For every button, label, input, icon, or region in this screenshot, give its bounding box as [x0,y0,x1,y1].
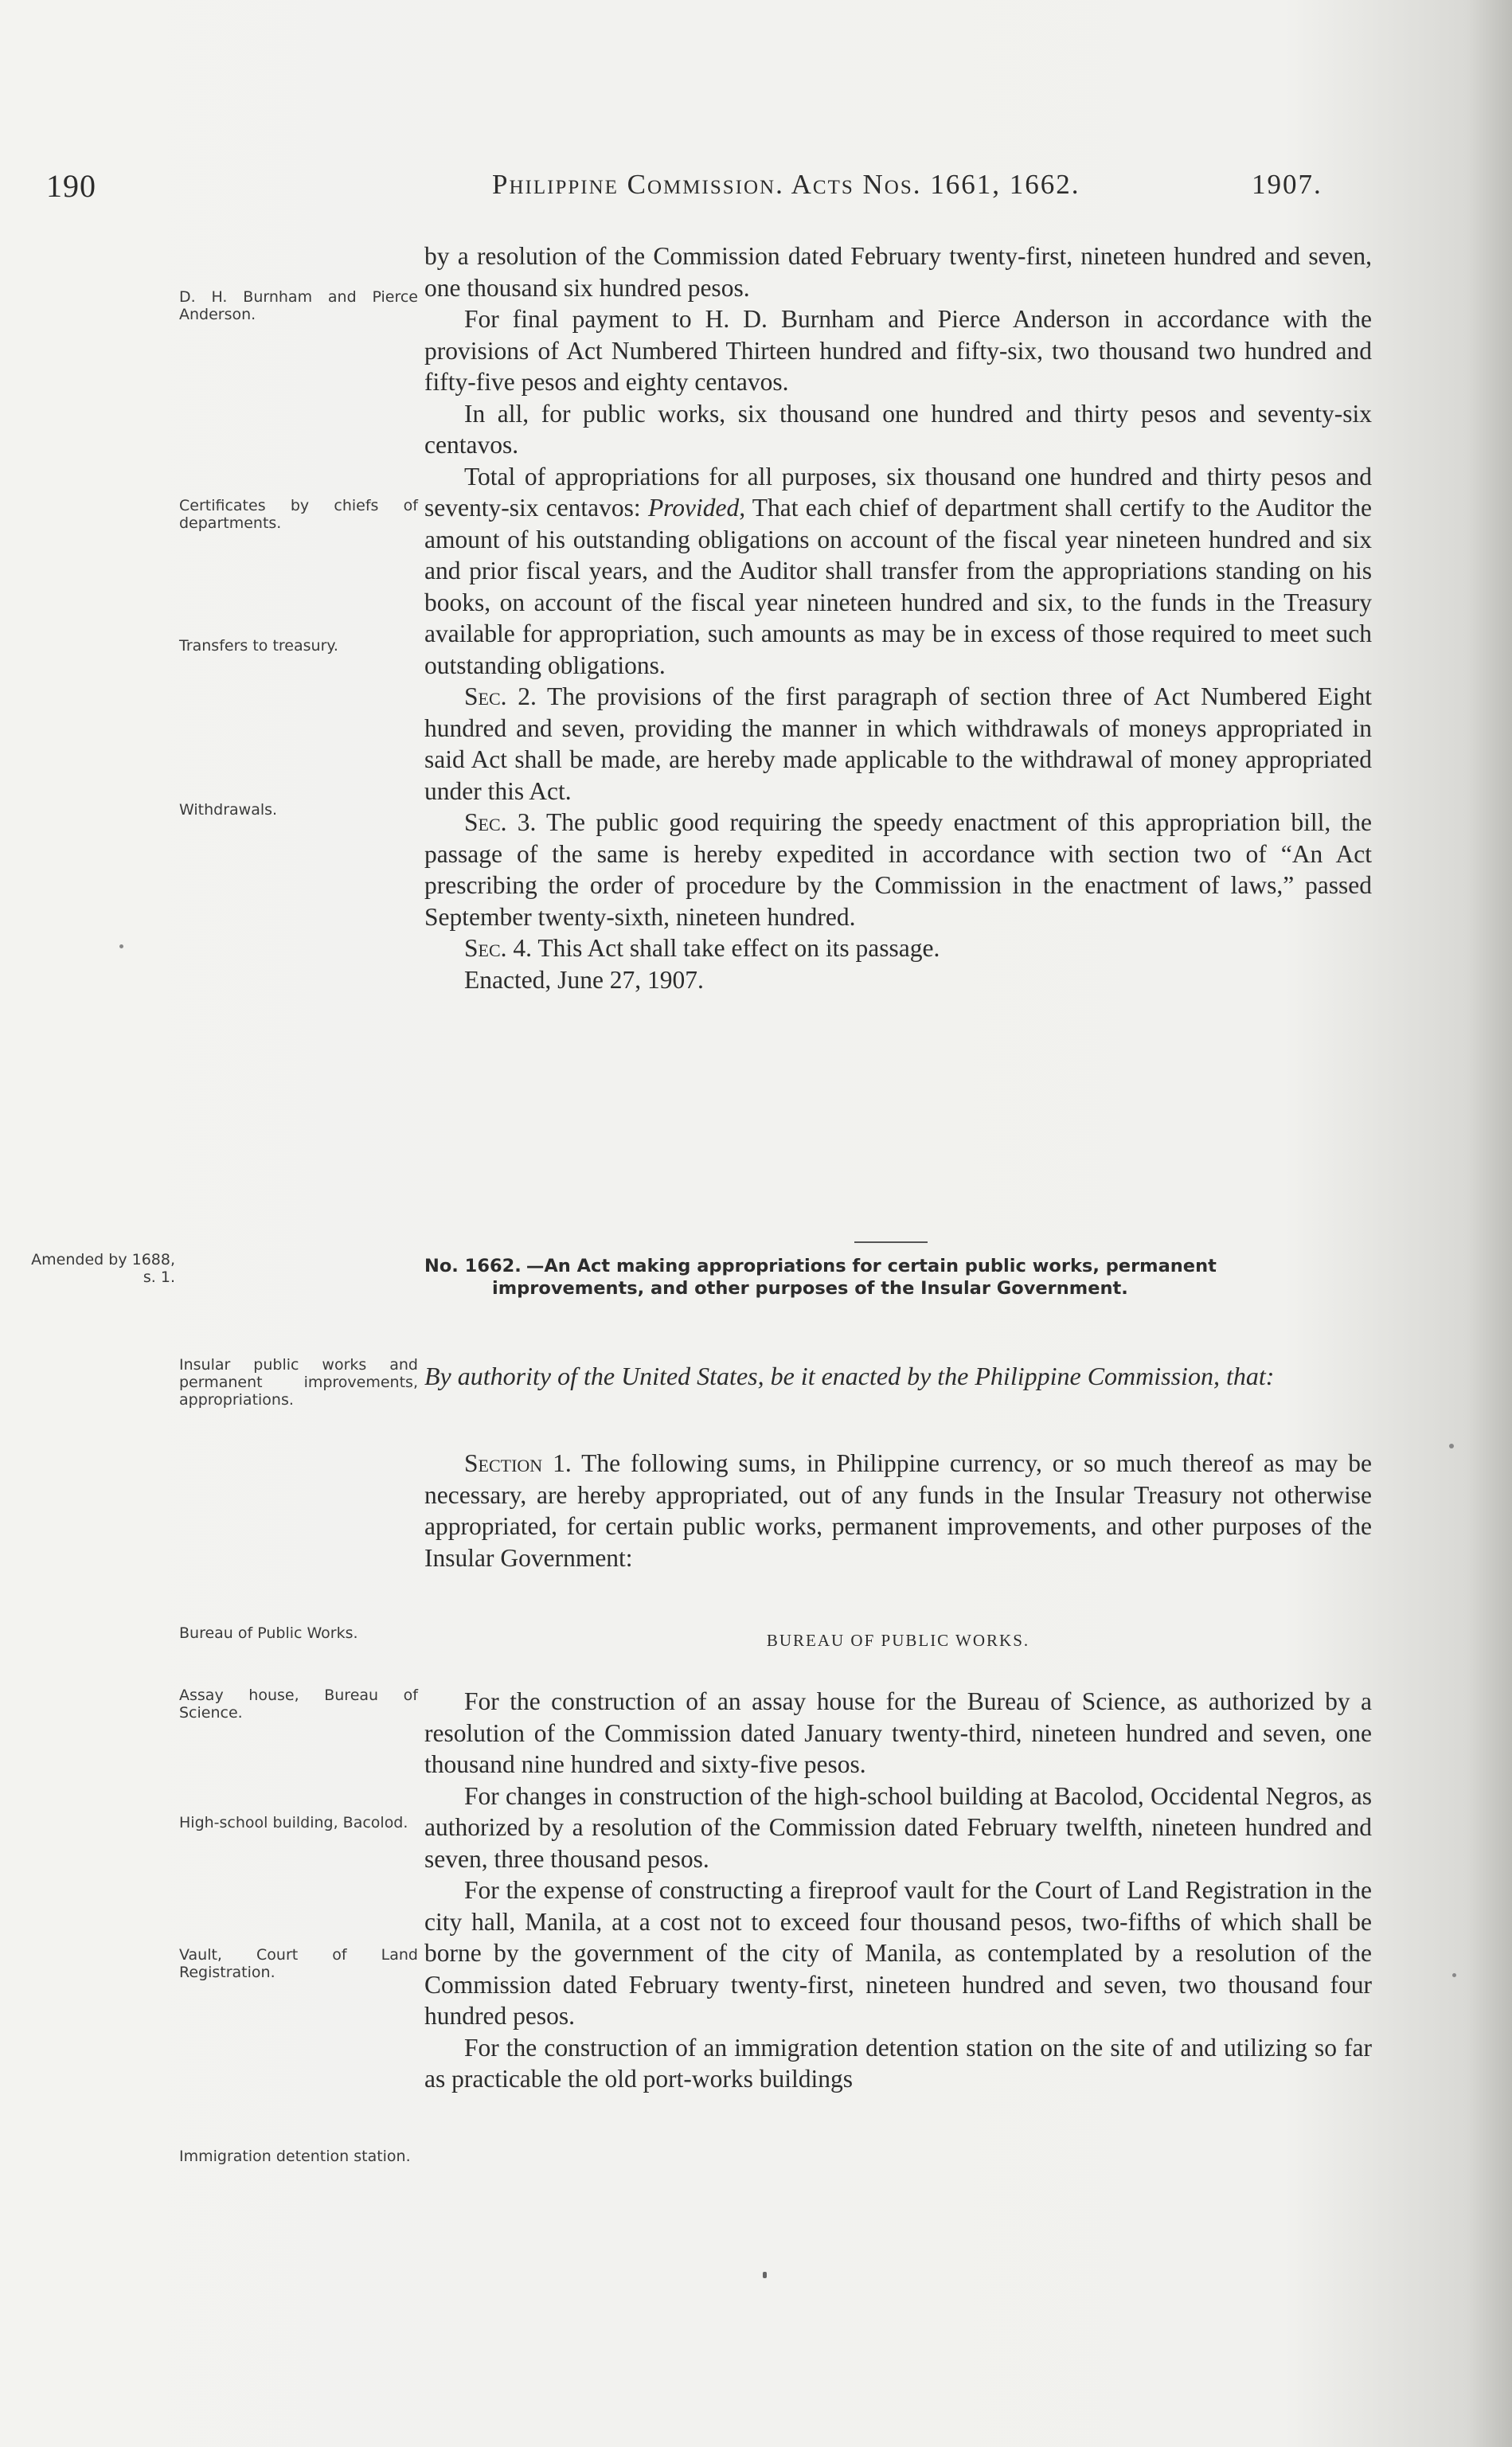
running-head-title: Philippine Commission. Acts Nos. 1661, 1662. [492,169,1080,200]
margin-note-insular: Insular public works and permanent improvements, appropriations. [179,1356,418,1409]
section-2-text: The provisions of the first paragraph of section three of Act Numbered Eight hundred and seven, providing the manner in which withdrawals of moneys appropriated in said Act shall be made, are hereby made applicable to the withdrawal of money appropriated under this Act. [424,682,1372,805]
section-1-text: The following sums, in Philippine currency, or so much thereof as may be necessary, are hereby appropriated, out of any funds in the Insular Treasury not otherwise appropriated, for certain public works, permanent improvements, and other purposes of the Insular Government: [424,1449,1373,1572]
act-title: —An Act making appropriations for certain public works, permanent improvements, and other purposes of the Insular Government. [492,1256,1217,1299]
bureau-heading: BUREAU OF PUBLIC WORKS. [766,1631,1030,1650]
act-number: No. 1662. [424,1256,522,1276]
act-1662-heading [424,1255,1372,1300]
page-number: 190 [46,168,96,204]
running-header [0,167,1512,215]
margin-note-transfers: Transfers to treasury. [179,637,338,655]
paragraph-resolution-continued: by a resolution of the Commission dated February twenty-first, nineteen hundred and seven, one thousand six hundred pesos. [424,242,1372,302]
page-speck [1452,1973,1456,1977]
section-3 [424,807,1372,932]
provided-word: Provided, [647,494,746,522]
margin-note-certificates: Certificates by chiefs of departments. [179,497,418,532]
section-1 [424,1448,1372,1573]
act-1662-section-1 [424,1448,1372,1573]
paragraph-total-appropriations [424,461,1372,682]
margin-note-immigration: Immigration detention station. [179,2148,411,2165]
item-assay-house: For the construction of an assay house for the Bureau of Science, as authorized by a resolution of the Commission dated January twenty-third, nineteen hundred and seven, one thousand nine hundred and sixty-five pesos. [424,1687,1372,1778]
provided-clause: That each chief of department shall certify to the Auditor the amount of his outstanding obligations on account of the fiscal year nineteen hundred and six and prior fiscal years, and the Auditor shall transfer from the appropriations standing on his books, on account of the fiscal year nineteen hundred and six, to the funds in the Treasury available for appropriation, such amounts as may be in excess of those required to meet such outstanding obligations. [424,494,1372,679]
item-immigration-station: For the construction of an immigration detention station on the site of and utilizing so far as practicable the old port-works buildings [424,2033,1372,2093]
act-1661-continuation [424,240,1372,995]
margin-note-burnham: D. H. Burnham and Pierce Anderson. [179,288,418,323]
running-head-year: 1907. [1252,169,1323,200]
paragraph-burnham-payment: For final payment to H. D. Burnham and Pierce Anderson in accordance with the provisions of Act Numbered Thirteen hundred and fifty-six, two thousand two hundred and fifty-five pesos and eighty centavos. [424,305,1372,396]
act-separator-rule [854,1241,928,1243]
page-speck [119,944,123,948]
margin-note-assay: Assay house, Bureau of Science. [179,1687,418,1722]
page-speck [1449,1444,1454,1448]
margin-note-amended: Amended by 1688, s. 1. [31,1251,175,1286]
margin-note-withdrawals: Withdrawals. [179,801,278,819]
section-2-label: Sec. 2. [464,682,537,710]
margin-note-highschool: High-school building, Bacolod. [179,1814,408,1831]
section-3-text: The public good requiring the speedy enactment of this appropriation bill, the passage of the same is hereby expedited in accordance with section two of “An Act prescribing the order of procedure by the Commission in the enactment of laws,” passed September twenty-sixth, nineteen hundred. [424,808,1372,931]
enacting-clause: By authority of the United States, be it enacted by the Philippine Commission, that: [424,1362,1275,1390]
section-3-label: Sec. 3. [464,808,537,836]
item-vault: For the expense of constructing a fireproof vault for the Court of Land Registration in the city hall, Manila, at a cost not to exceed four thousand pesos, two-fifths of which shall be borne by the government of the city of Manila, as contemplated by a resolution of the Commission dated February twenty-first, nineteen hundred and seven, two thousand four hundred pesos. [424,1876,1372,2030]
page-speck [763,2272,767,2278]
section-4 [424,932,1372,964]
margin-note-vault: Vault, Court of Land Registration. [179,1946,418,1981]
section-4-label: Sec. 4. [464,934,533,962]
enacted-date: Enacted, June 27, 1907. [464,965,704,994]
total-appropriations-text: Total of appropriations for all purposes, six thousand one hundred and thirty pesos and seventy-six centavos: [424,462,1372,522]
item-high-school: For changes in construction of the high-school building at Bacolod, Occidental Negros, as authorized by a resolution of the Commission dated February twelfth, nineteen hundred and seven, three thousand pesos. [424,1781,1372,1873]
paragraph-public-works-total: In all, for public works, six thousand one hundred and thirty pesos and seventy-six centavos. [424,399,1372,459]
section-4-text: This Act shall take effect on its passage. [532,934,940,962]
section-1-label: Section 1. [464,1449,572,1477]
section-2 [424,681,1372,807]
bureau-items [424,1686,1372,2095]
margin-note-bureau: Bureau of Public Works. [179,1624,358,1642]
